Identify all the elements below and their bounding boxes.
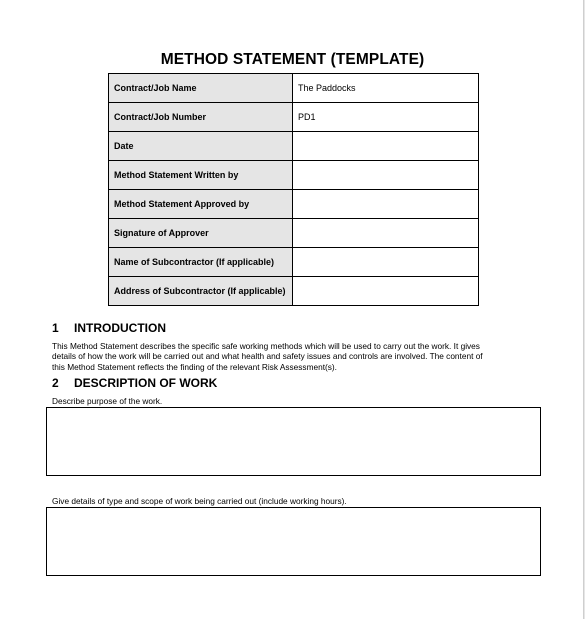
field-value-contract-job-name[interactable]: The Paddocks: [293, 74, 479, 103]
table-row: [109, 161, 479, 190]
field-label-subcontractor-address: Address of Subcontractor (If applicable): [109, 277, 293, 306]
table-row: [109, 219, 479, 248]
field-value-date[interactable]: [293, 132, 479, 161]
field-label-subcontractor-name: Name of Subcontractor (If applicable): [109, 248, 293, 277]
paragraph-line: details of how the work will be carried out and what health and safety issues and controls are involved. The content of: [52, 351, 483, 362]
paragraph-line: this Method Statement reflects the finding of the relevant Risk Assessment(s).: [52, 361, 337, 372]
field-value-signature-of-approver[interactable]: [293, 219, 479, 248]
document-title: METHOD STATEMENT (TEMPLATE): [160, 51, 425, 68]
field-value-subcontractor-address[interactable]: [293, 277, 479, 306]
table-row: [109, 190, 479, 219]
introduction-paragraph: [52, 341, 532, 372]
table-row: [109, 74, 479, 103]
field-label-approved-by: Method Statement Approved by: [109, 190, 293, 219]
field-label-signature-of-approver: Signature of Approver: [109, 219, 293, 248]
section-number: 2: [52, 376, 59, 390]
field-label-date: Date: [109, 132, 293, 161]
paragraph-line: This Method Statement describes the specific safe working methods which will be used to carry out the work. It gives: [52, 341, 480, 351]
field-value-approved-by[interactable]: [293, 190, 479, 219]
table-row: [109, 248, 479, 277]
field-value-written-by[interactable]: [293, 161, 479, 190]
scope-prompt: Give details of type and scope of work being carried out (include working hours).: [52, 496, 347, 506]
field-label-contract-job-name: Contract/Job Name: [109, 74, 293, 103]
field-value-contract-job-number[interactable]: PD1: [293, 103, 479, 132]
table-row: [109, 277, 479, 306]
section-heading-description-of-work: [52, 376, 217, 390]
field-value-subcontractor-name[interactable]: [293, 248, 479, 277]
field-label-contract-job-number: Contract/Job Number: [109, 103, 293, 132]
section-number: 1: [52, 321, 59, 335]
job-info-table: [108, 73, 479, 306]
field-label-written-by: Method Statement Written by: [109, 161, 293, 190]
section-title: DESCRIPTION OF WORK: [74, 376, 218, 390]
scope-of-work-field[interactable]: [46, 507, 541, 576]
purpose-of-work-field[interactable]: [46, 407, 541, 476]
table-row: [109, 103, 479, 132]
table-row: [109, 132, 479, 161]
section-title: INTRODUCTION: [74, 321, 166, 335]
purpose-prompt: Describe purpose of the work.: [52, 396, 163, 406]
section-heading-introduction: [52, 321, 166, 335]
